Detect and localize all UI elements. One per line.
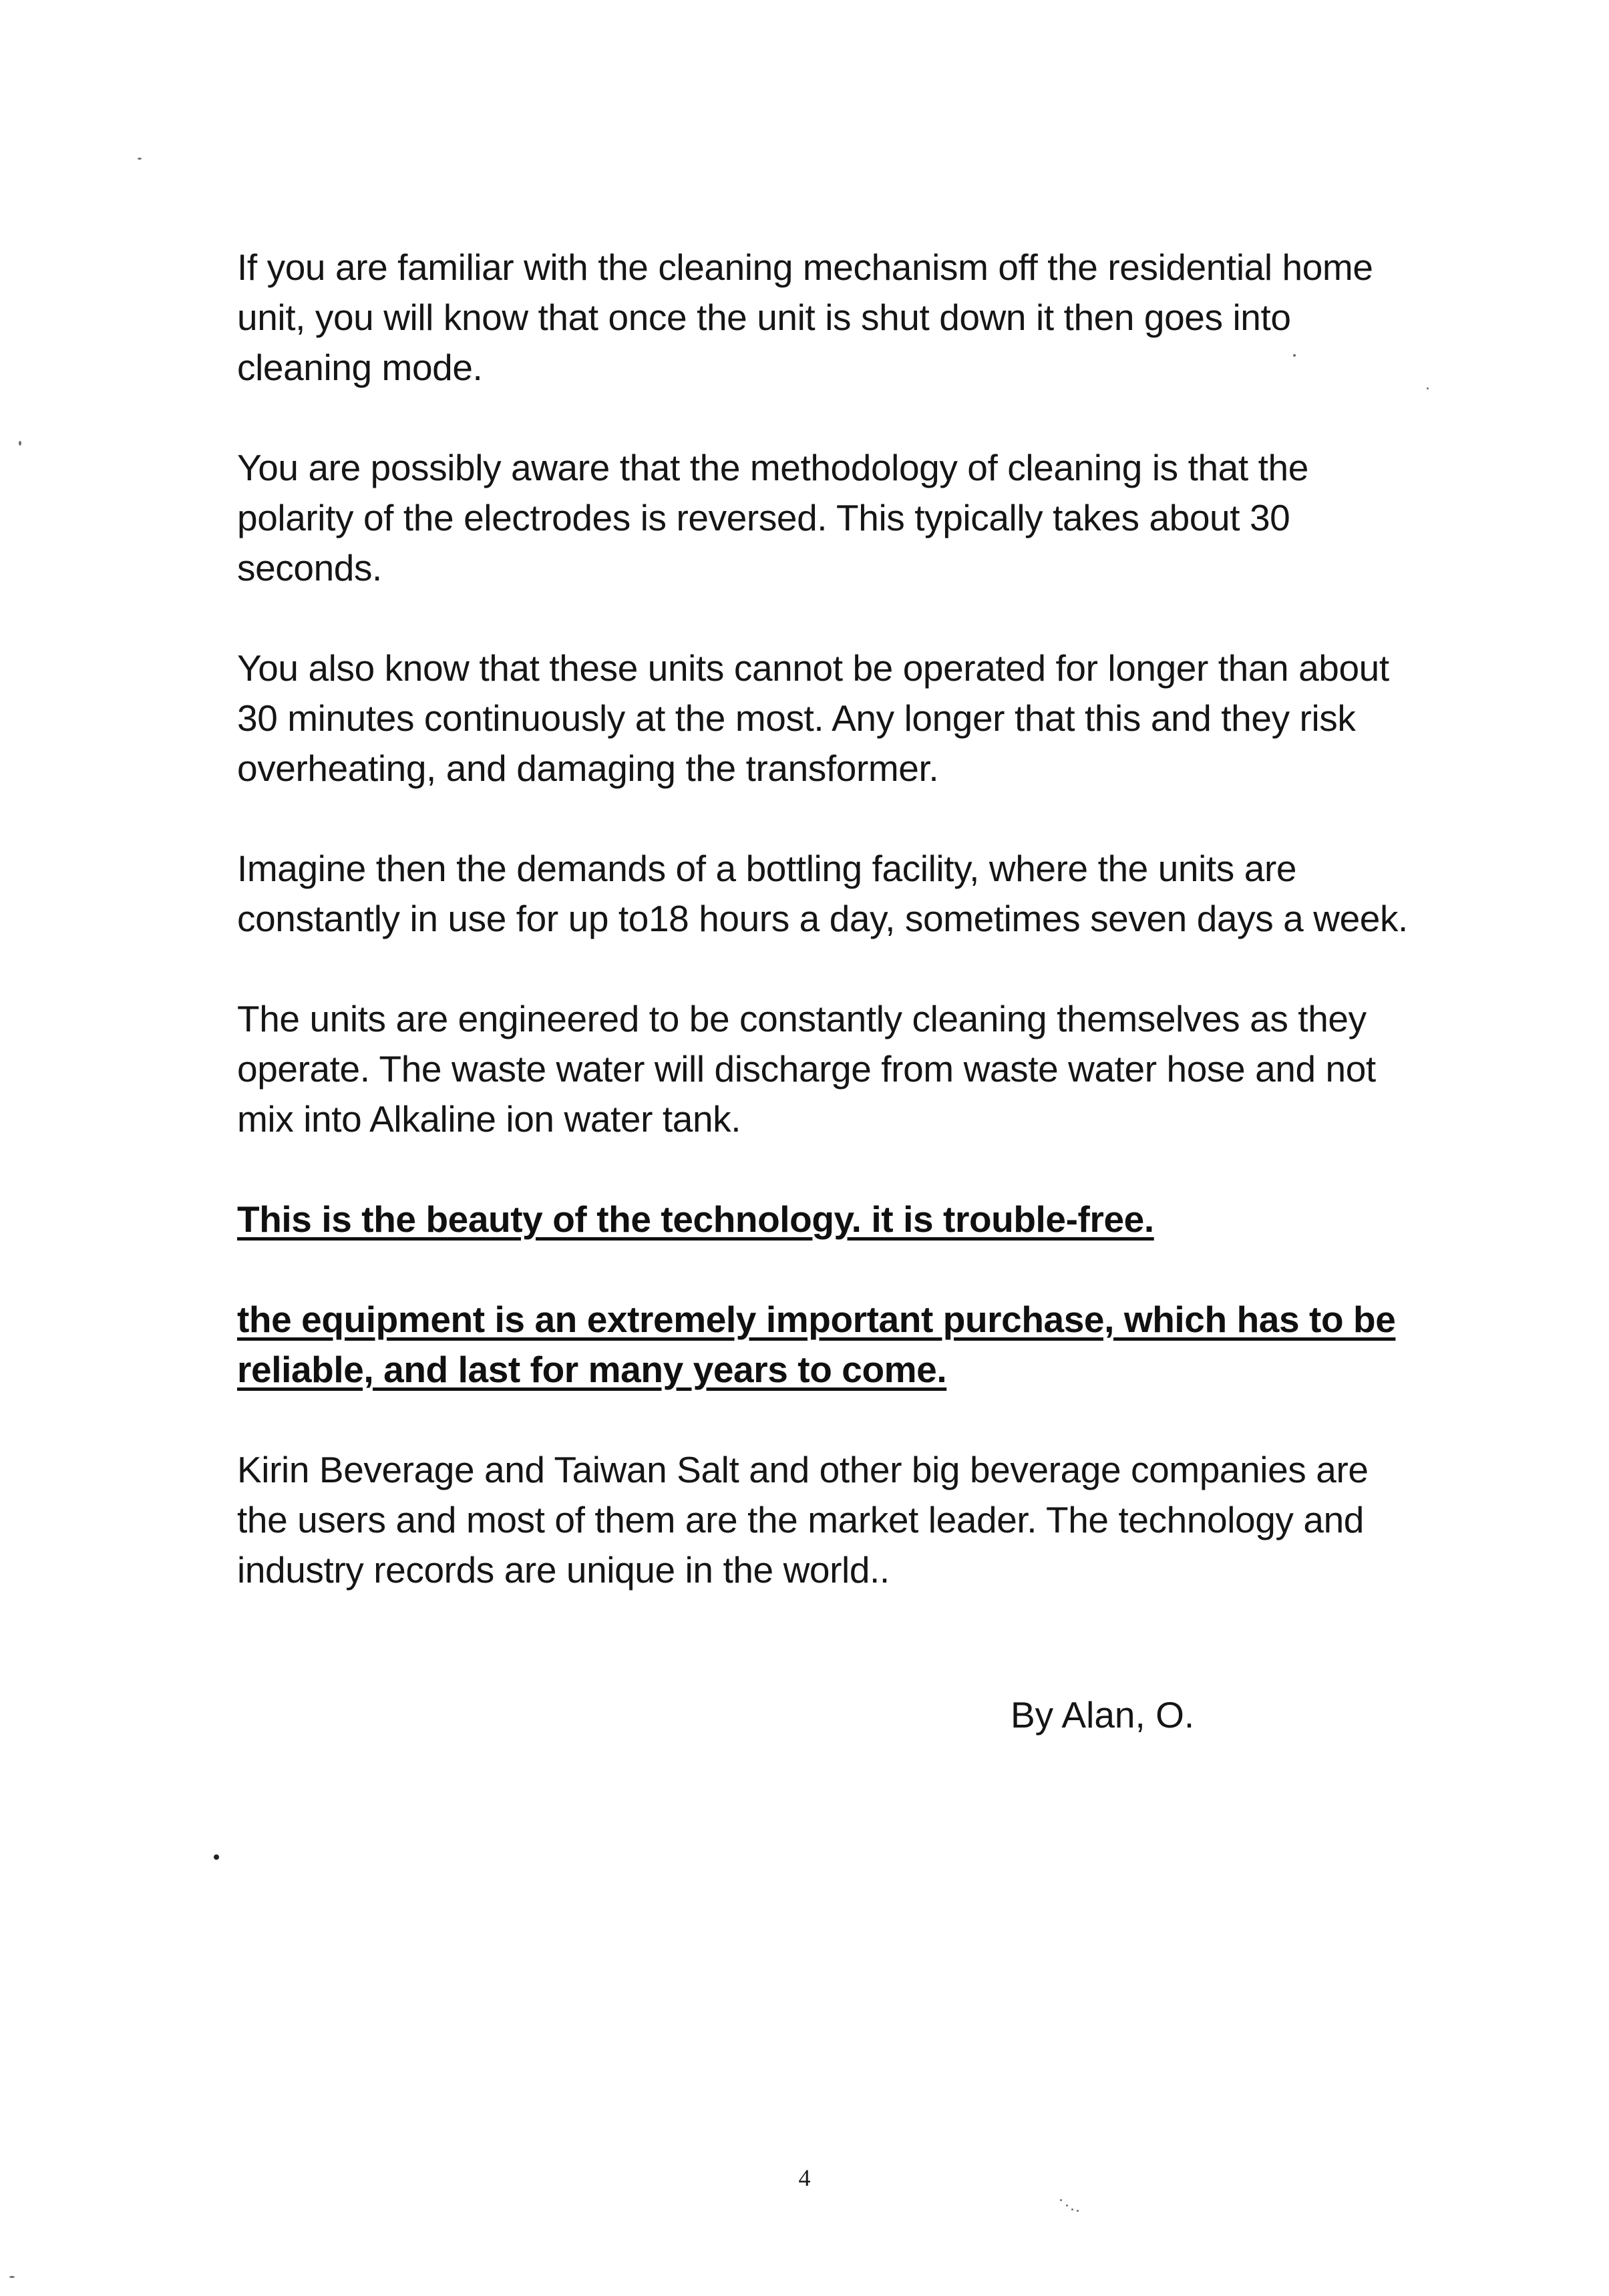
paragraph-polarity-reversal: You are possibly aware that the methodology of cleaning is that the polarity of the electrodes is reversed. This typically takes about 30 seconds. (237, 447, 1308, 589)
paragraph-cleaning-mechanism: If you are familiar with the cleaning mechanism off the residential home unit, you will know that once the unit is shut down it then goes into cleaning mode. (237, 247, 1373, 388)
page-number: 4 (798, 2164, 811, 2191)
paragraph-emphasis-purchase: the equipment is an extremely important purchase, which has to be reliable, and last for many years to come. (237, 1299, 1396, 1390)
scan-speck (138, 158, 142, 160)
scan-speck (19, 441, 21, 446)
scan-speck (1071, 2208, 1073, 2210)
scan-speck (1427, 387, 1429, 389)
paragraph-operating-limit: You also know that these units cannot be operated for longer than about 30 minutes continuously at the most. Any longer that this and they risk overheating, and damaging the transformer. (237, 647, 1389, 789)
paragraph-bottling-demands: Imagine then the demands of a bottling facility, where the units are constantly in use for up to18 hours a day, sometimes seven days a week. (237, 848, 1408, 939)
document-body (237, 242, 1426, 1645)
scan-speck (1077, 2210, 1079, 2212)
signature: By Alan, O. (1011, 1694, 1195, 1736)
scan-speck (1060, 2199, 1062, 2201)
scan-speck (1293, 354, 1296, 357)
paragraph-emphasis-beauty: This is the beauty of the technology. it is trouble-free. (237, 1198, 1154, 1240)
scan-speck (9, 2276, 15, 2278)
scan-speck (1066, 2204, 1068, 2206)
paragraph-self-cleaning: The units are engineered to be constantly cleaning themselves as they operate. The waste water will discharge from waste water hose and not mix into Alkaline ion water tank. (237, 998, 1376, 1140)
scan-speck (214, 1854, 219, 1860)
paragraph-users: Kirin Beverage and Taiwan Salt and other big beverage companies are the users and most of them are the market leader. The technology and industry records are unique in the world.. (237, 1449, 1369, 1591)
